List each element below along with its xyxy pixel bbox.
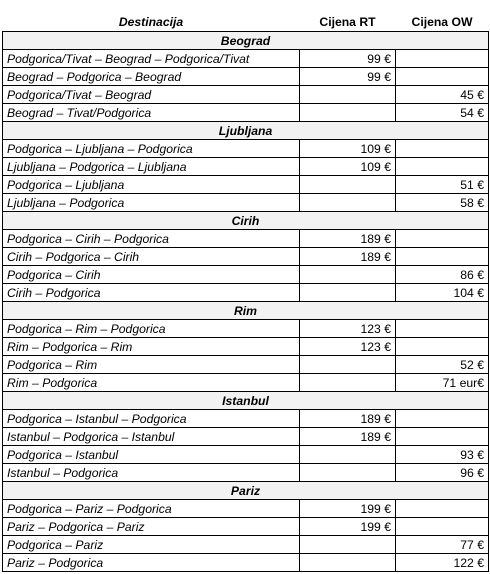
table-row — [3, 104, 489, 122]
price-ow-cell: 45 € — [396, 86, 489, 104]
price-rt-cell: 189 € — [300, 410, 396, 428]
table-row — [3, 554, 489, 572]
price-ow-cell: 96 € — [396, 464, 489, 482]
price-ow-cell: 52 € — [396, 356, 489, 374]
table-row — [3, 86, 489, 104]
route-cell: Istanbul – Podgorica — [3, 464, 300, 482]
table-row — [3, 338, 489, 356]
table-row — [3, 410, 489, 428]
table-row — [3, 68, 489, 86]
route-cell: Ljubljana – Podgorica – Ljubljana — [3, 158, 300, 176]
price-ow-cell — [396, 158, 489, 176]
route-cell: Istanbul – Podgorica – Istanbul — [3, 428, 300, 446]
price-ow-cell: 71 eur€ — [396, 374, 489, 392]
price-rt-cell: 189 € — [300, 248, 396, 266]
price-rt-cell — [300, 284, 396, 302]
price-ow-cell — [396, 140, 489, 158]
price-ow-cell: 86 € — [396, 266, 489, 284]
price-rt-cell — [300, 356, 396, 374]
section-header-row — [3, 482, 489, 500]
price-ow-cell: 54 € — [396, 104, 489, 122]
route-cell: Podgorica – Pariz — [3, 536, 300, 554]
price-ow-cell — [396, 428, 489, 446]
price-rt-cell: 109 € — [300, 140, 396, 158]
price-rt-cell: 189 € — [300, 428, 396, 446]
section-city-label: Cirih — [3, 212, 489, 230]
price-ow-cell: 93 € — [396, 446, 489, 464]
price-ow-cell: 58 € — [396, 194, 489, 212]
route-cell: Rim – Podgorica — [3, 374, 300, 392]
route-cell: Beograd – Podgorica – Beograd — [3, 68, 300, 86]
price-rt-cell — [300, 266, 396, 284]
route-cell: Podgorica – Istanbul — [3, 446, 300, 464]
price-rt-cell — [300, 86, 396, 104]
fares-table — [2, 13, 489, 572]
price-rt-cell: 109 € — [300, 158, 396, 176]
table-row — [3, 500, 489, 518]
price-ow-cell — [396, 518, 489, 536]
price-ow-cell: 104 € — [396, 284, 489, 302]
header-price-rt: Cijena RT — [319, 15, 376, 29]
route-cell: Podgorica – Ljubljana – Podgorica — [3, 140, 300, 158]
route-cell: Cirih – Podgorica — [3, 284, 300, 302]
price-rt-cell — [300, 464, 396, 482]
route-cell: Cirih – Podgorica – Cirih — [3, 248, 300, 266]
price-rt-cell: 123 € — [300, 338, 396, 356]
table-row — [3, 464, 489, 482]
price-rt-cell: 123 € — [300, 320, 396, 338]
route-cell: Podgorica – Rim — [3, 356, 300, 374]
price-rt-cell — [300, 446, 396, 464]
table-row — [3, 446, 489, 464]
section-city-label: Ljubljana — [3, 122, 489, 140]
price-ow-cell — [396, 338, 489, 356]
section-city-label: Rim — [3, 302, 489, 320]
route-cell: Podgorica – Pariz – Podgorica — [3, 500, 300, 518]
section-header-row — [3, 212, 489, 230]
route-cell: Podgorica – Ljubljana — [3, 176, 300, 194]
price-rt-cell — [300, 104, 396, 122]
price-rt-cell — [300, 374, 396, 392]
section-city-label: Istanbul — [3, 392, 489, 410]
route-cell: Rim – Podgorica – Rim — [3, 338, 300, 356]
table-row — [3, 536, 489, 554]
price-rt-cell: 99 € — [300, 68, 396, 86]
route-cell: Pariz – Podgorica – Pariz — [3, 518, 300, 536]
table-row — [3, 50, 489, 68]
table-row — [3, 266, 489, 284]
route-cell: Pariz – Podgorica — [3, 554, 300, 572]
table-row — [3, 248, 489, 266]
route-cell: Beograd – Tivat/Podgorica — [3, 104, 300, 122]
table-row — [3, 230, 489, 248]
route-cell: Podgorica/Tivat – Beograd – Podgorica/Tivat — [3, 50, 300, 68]
section-header-row — [3, 392, 489, 410]
route-cell: Ljubljana – Podgorica — [3, 194, 300, 212]
price-ow-cell: 51 € — [396, 176, 489, 194]
table-row — [3, 320, 489, 338]
section-header-row — [3, 302, 489, 320]
header-price-ow: Cijena OW — [411, 15, 473, 29]
price-ow-cell — [396, 230, 489, 248]
table-row — [3, 176, 489, 194]
section-header-row — [3, 122, 489, 140]
table-row — [3, 284, 489, 302]
price-rt-cell — [300, 176, 396, 194]
table-row — [3, 374, 489, 392]
table-row — [3, 356, 489, 374]
price-ow-cell — [396, 410, 489, 428]
section-city-label: Beograd — [3, 32, 489, 50]
section-header-row — [3, 32, 489, 50]
section-city-label: Pariz — [3, 482, 489, 500]
price-ow-cell — [396, 50, 489, 68]
route-cell: Podgorica – Rim – Podgorica — [3, 320, 300, 338]
table-row — [3, 194, 489, 212]
header-destination: Destinacija — [118, 15, 184, 29]
price-ow-cell — [396, 500, 489, 518]
price-rt-cell: 99 € — [300, 50, 396, 68]
price-ow-cell — [396, 320, 489, 338]
price-ow-cell: 122 € — [396, 554, 489, 572]
price-rt-cell — [300, 554, 396, 572]
price-rt-cell: 189 € — [300, 230, 396, 248]
price-ow-cell — [396, 248, 489, 266]
table-body — [3, 32, 489, 572]
price-rt-cell — [300, 536, 396, 554]
route-cell: Podgorica – Istanbul – Podgorica — [3, 410, 300, 428]
price-ow-cell — [396, 68, 489, 86]
table-row — [3, 158, 489, 176]
table-row — [3, 428, 489, 446]
table-header — [3, 13, 489, 32]
price-rt-cell: 199 € — [300, 518, 396, 536]
price-rt-cell: 199 € — [300, 500, 396, 518]
route-cell: Podgorica – Cirih – Podgorica — [3, 230, 300, 248]
route-cell: Podgorica – Cirih — [3, 266, 300, 284]
table-row — [3, 140, 489, 158]
table-row — [3, 518, 489, 536]
route-cell: Podgorica/Tivat – Beograd — [3, 86, 300, 104]
price-rt-cell — [300, 194, 396, 212]
price-ow-cell: 77 € — [396, 536, 489, 554]
